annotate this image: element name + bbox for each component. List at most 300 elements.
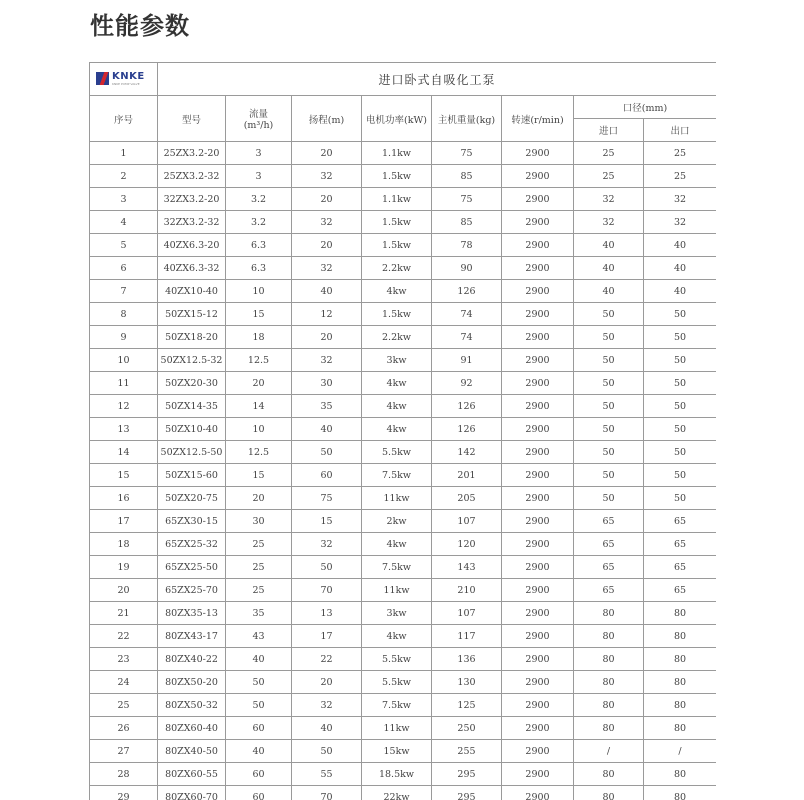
- cell-seq: 11: [90, 372, 158, 395]
- cell-head: 20: [292, 188, 362, 211]
- cell-seq: 26: [90, 717, 158, 740]
- cell-model: 80ZX60-40: [158, 717, 226, 740]
- cell-outlet: 80: [644, 602, 717, 625]
- table-row: [90, 395, 717, 418]
- cell-flow: 6.3: [226, 234, 292, 257]
- cell-speed: 2900: [502, 165, 574, 188]
- cell-speed: 2900: [502, 280, 574, 303]
- cell-flow: 50: [226, 671, 292, 694]
- cell-flow: 25: [226, 556, 292, 579]
- cell-speed: 2900: [502, 441, 574, 464]
- cell-inlet: 80: [574, 694, 644, 717]
- cell-seq: 12: [90, 395, 158, 418]
- cell-flow: 3: [226, 165, 292, 188]
- cell-outlet: 65: [644, 579, 717, 602]
- cell-inlet: 50: [574, 372, 644, 395]
- cell-model: 50ZX14-35: [158, 395, 226, 418]
- cell-flow: 25: [226, 579, 292, 602]
- cell-weight: 107: [432, 602, 502, 625]
- cell-head: 32: [292, 211, 362, 234]
- header-outlet: 出口: [644, 119, 717, 142]
- cell-inlet: 50: [574, 487, 644, 510]
- cell-weight: 142: [432, 441, 502, 464]
- cell-model: 50ZX10-40: [158, 418, 226, 441]
- table-row: [90, 625, 717, 648]
- cell-head: 17: [292, 625, 362, 648]
- cell-power: 18.5kw: [362, 763, 432, 786]
- cell-flow: 60: [226, 763, 292, 786]
- cell-weight: 126: [432, 395, 502, 418]
- cell-weight: 120: [432, 533, 502, 556]
- cell-inlet: 65: [574, 533, 644, 556]
- table-row: [90, 303, 717, 326]
- cell-power: 2kw: [362, 510, 432, 533]
- cell-speed: 2900: [502, 556, 574, 579]
- cell-flow: 50: [226, 694, 292, 717]
- cell-seq: 4: [90, 211, 158, 234]
- table-row: [90, 188, 717, 211]
- cell-speed: 2900: [502, 625, 574, 648]
- cell-flow: 43: [226, 625, 292, 648]
- performance-table: [89, 62, 716, 800]
- cell-head: 40: [292, 280, 362, 303]
- cell-power: 4kw: [362, 372, 432, 395]
- cell-outlet: /: [644, 740, 717, 763]
- cell-inlet: 80: [574, 717, 644, 740]
- table-row: [90, 418, 717, 441]
- cell-speed: 2900: [502, 326, 574, 349]
- cell-flow: 14: [226, 395, 292, 418]
- cell-weight: 85: [432, 211, 502, 234]
- cell-weight: 85: [432, 165, 502, 188]
- cell-head: 15: [292, 510, 362, 533]
- cell-seq: 19: [90, 556, 158, 579]
- cell-speed: 2900: [502, 533, 574, 556]
- page-title: 性能参数: [90, 12, 190, 40]
- cell-outlet: 80: [644, 648, 717, 671]
- cell-model: 80ZX60-55: [158, 763, 226, 786]
- cell-seq: 22: [90, 625, 158, 648]
- cell-seq: 7: [90, 280, 158, 303]
- cell-speed: 2900: [502, 694, 574, 717]
- cell-speed: 2900: [502, 188, 574, 211]
- cell-power: 11kw: [362, 579, 432, 602]
- cell-power: 11kw: [362, 717, 432, 740]
- cell-outlet: 65: [644, 556, 717, 579]
- cell-power: 4kw: [362, 395, 432, 418]
- cell-model: 50ZX20-30: [158, 372, 226, 395]
- cell-outlet: 50: [644, 326, 717, 349]
- cell-flow: 35: [226, 602, 292, 625]
- cell-speed: 2900: [502, 487, 574, 510]
- cell-power: 7.5kw: [362, 694, 432, 717]
- table-row: [90, 280, 717, 303]
- spec-table-image: [89, 62, 716, 800]
- cell-model: 50ZX15-60: [158, 464, 226, 487]
- cell-weight: 107: [432, 510, 502, 533]
- table-row: [90, 142, 717, 165]
- cell-seq: 28: [90, 763, 158, 786]
- cell-model: 80ZX35-13: [158, 602, 226, 625]
- cell-outlet: 50: [644, 349, 717, 372]
- header-inlet: 进口: [574, 119, 644, 142]
- cell-weight: 205: [432, 487, 502, 510]
- cell-flow: 15: [226, 303, 292, 326]
- cell-seq: 23: [90, 648, 158, 671]
- cell-power: 1.5kw: [362, 234, 432, 257]
- cell-weight: 74: [432, 303, 502, 326]
- cell-model: 80ZX60-70: [158, 786, 226, 800]
- cell-seq: 9: [90, 326, 158, 349]
- cell-outlet: 40: [644, 257, 717, 280]
- cell-power: 1.5kw: [362, 303, 432, 326]
- cell-power: 5.5kw: [362, 671, 432, 694]
- cell-power: 11kw: [362, 487, 432, 510]
- cell-head: 75: [292, 487, 362, 510]
- cell-flow: 30: [226, 510, 292, 533]
- cell-power: 2.2kw: [362, 326, 432, 349]
- cell-inlet: /: [574, 740, 644, 763]
- cell-head: 22: [292, 648, 362, 671]
- cell-outlet: 32: [644, 188, 717, 211]
- cell-flow: 60: [226, 786, 292, 800]
- cell-head: 60: [292, 464, 362, 487]
- cell-inlet: 80: [574, 786, 644, 800]
- cell-weight: 78: [432, 234, 502, 257]
- cell-weight: 125: [432, 694, 502, 717]
- cell-model: 65ZX25-70: [158, 579, 226, 602]
- cell-weight: 117: [432, 625, 502, 648]
- cell-weight: 91: [432, 349, 502, 372]
- cell-flow: 18: [226, 326, 292, 349]
- cell-flow: 6.3: [226, 257, 292, 280]
- cell-outlet: 50: [644, 487, 717, 510]
- header-power: 电机功率(kW): [362, 96, 432, 142]
- table-row: [90, 533, 717, 556]
- cell-model: 65ZX25-50: [158, 556, 226, 579]
- cell-outlet: 50: [644, 303, 717, 326]
- cell-weight: 143: [432, 556, 502, 579]
- cell-speed: 2900: [502, 142, 574, 165]
- cell-seq: 14: [90, 441, 158, 464]
- header-flow-label: 流量: [248, 109, 268, 120]
- knke-logo-icon: [96, 72, 109, 85]
- cell-seq: 24: [90, 671, 158, 694]
- cell-weight: 126: [432, 280, 502, 303]
- cell-outlet: 25: [644, 142, 717, 165]
- cell-outlet: 80: [644, 786, 717, 800]
- cell-model: 32ZX3.2-32: [158, 211, 226, 234]
- logo-cell: [90, 63, 158, 96]
- cell-flow: 3.2: [226, 211, 292, 234]
- header-weight: 主机重量(kg): [432, 96, 502, 142]
- cell-model: 40ZX6.3-32: [158, 257, 226, 280]
- table-row: [90, 786, 717, 800]
- cell-seq: 18: [90, 533, 158, 556]
- cell-speed: 2900: [502, 602, 574, 625]
- cell-outlet: 25: [644, 165, 717, 188]
- cell-seq: 27: [90, 740, 158, 763]
- cell-power: 15kw: [362, 740, 432, 763]
- cell-outlet: 80: [644, 763, 717, 786]
- cell-outlet: 40: [644, 280, 717, 303]
- cell-seq: 25: [90, 694, 158, 717]
- cell-seq: 29: [90, 786, 158, 800]
- cell-model: 80ZX50-20: [158, 671, 226, 694]
- cell-head: 50: [292, 556, 362, 579]
- cell-flow: 40: [226, 740, 292, 763]
- cell-flow: 10: [226, 280, 292, 303]
- cell-weight: 295: [432, 786, 502, 800]
- table-row: [90, 671, 717, 694]
- cell-seq: 3: [90, 188, 158, 211]
- cell-speed: 2900: [502, 717, 574, 740]
- table-row: [90, 326, 717, 349]
- cell-head: 50: [292, 441, 362, 464]
- cell-head: 20: [292, 234, 362, 257]
- cell-inlet: 50: [574, 303, 644, 326]
- cell-inlet: 25: [574, 165, 644, 188]
- cell-weight: 75: [432, 188, 502, 211]
- cell-model: 65ZX25-32: [158, 533, 226, 556]
- cell-head: 20: [292, 142, 362, 165]
- cell-speed: 2900: [502, 464, 574, 487]
- cell-outlet: 80: [644, 694, 717, 717]
- cell-weight: 74: [432, 326, 502, 349]
- cell-seq: 5: [90, 234, 158, 257]
- cell-outlet: 50: [644, 464, 717, 487]
- table-row: [90, 602, 717, 625]
- cell-inlet: 80: [574, 625, 644, 648]
- cell-model: 50ZX12.5-32: [158, 349, 226, 372]
- header-seq: 序号: [90, 96, 158, 142]
- cell-speed: 2900: [502, 510, 574, 533]
- cell-speed: 2900: [502, 349, 574, 372]
- cell-inlet: 32: [574, 188, 644, 211]
- cell-seq: 1: [90, 142, 158, 165]
- cell-seq: 8: [90, 303, 158, 326]
- cell-speed: 2900: [502, 211, 574, 234]
- cell-power: 22kw: [362, 786, 432, 800]
- table-row: [90, 579, 717, 602]
- cell-inlet: 40: [574, 280, 644, 303]
- cell-power: 4kw: [362, 625, 432, 648]
- cell-power: 5.5kw: [362, 441, 432, 464]
- cell-model: 32ZX3.2-20: [158, 188, 226, 211]
- cell-weight: 130: [432, 671, 502, 694]
- cell-weight: 92: [432, 372, 502, 395]
- cell-flow: 10: [226, 418, 292, 441]
- table-row: [90, 717, 717, 740]
- cell-speed: 2900: [502, 579, 574, 602]
- cell-outlet: 50: [644, 372, 717, 395]
- cell-inlet: 50: [574, 418, 644, 441]
- cell-flow: 12.5: [226, 441, 292, 464]
- header-flow: [226, 96, 292, 142]
- cell-power: 1.1kw: [362, 142, 432, 165]
- cell-head: 70: [292, 579, 362, 602]
- cell-speed: 2900: [502, 395, 574, 418]
- cell-flow: 12.5: [226, 349, 292, 372]
- cell-head: 50: [292, 740, 362, 763]
- cell-model: 65ZX30-15: [158, 510, 226, 533]
- cell-power: 5.5kw: [362, 648, 432, 671]
- cell-inlet: 65: [574, 556, 644, 579]
- cell-head: 40: [292, 418, 362, 441]
- cell-flow: 3: [226, 142, 292, 165]
- table-row: [90, 464, 717, 487]
- cell-speed: 2900: [502, 671, 574, 694]
- table-row: [90, 441, 717, 464]
- cell-model: 50ZX18-20: [158, 326, 226, 349]
- cell-power: 3kw: [362, 602, 432, 625]
- cell-inlet: 65: [574, 510, 644, 533]
- cell-head: 30: [292, 372, 362, 395]
- cell-speed: 2900: [502, 257, 574, 280]
- cell-seq: 13: [90, 418, 158, 441]
- cell-outlet: 32: [644, 211, 717, 234]
- cell-model: 25ZX3.2-20: [158, 142, 226, 165]
- cell-inlet: 25: [574, 142, 644, 165]
- cell-power: 4kw: [362, 533, 432, 556]
- header-diameter: 口径(mm): [574, 96, 717, 119]
- cell-weight: 255: [432, 740, 502, 763]
- cell-model: 80ZX43-17: [158, 625, 226, 648]
- table-row: [90, 510, 717, 533]
- cell-weight: 90: [432, 257, 502, 280]
- table-row: [90, 257, 717, 280]
- header-flow-unit: (m³/h): [243, 120, 274, 131]
- cell-head: 12: [292, 303, 362, 326]
- cell-outlet: 80: [644, 625, 717, 648]
- cell-head: 32: [292, 349, 362, 372]
- logo-text: KNKE: [112, 70, 145, 82]
- cell-model: 50ZX15-12: [158, 303, 226, 326]
- cell-model: 80ZX50-32: [158, 694, 226, 717]
- table-row: [90, 165, 717, 188]
- cell-power: 1.5kw: [362, 165, 432, 188]
- cell-head: 55: [292, 763, 362, 786]
- cell-head: 20: [292, 671, 362, 694]
- cell-outlet: 50: [644, 441, 717, 464]
- cell-seq: 21: [90, 602, 158, 625]
- cell-outlet: 65: [644, 533, 717, 556]
- cell-outlet: 80: [644, 671, 717, 694]
- cell-power: 4kw: [362, 418, 432, 441]
- cell-inlet: 65: [574, 579, 644, 602]
- cell-weight: 136: [432, 648, 502, 671]
- table-row: [90, 763, 717, 786]
- cell-inlet: 50: [574, 464, 644, 487]
- cell-weight: 75: [432, 142, 502, 165]
- cell-speed: 2900: [502, 418, 574, 441]
- cell-seq: 6: [90, 257, 158, 280]
- table-row: [90, 556, 717, 579]
- cell-seq: 17: [90, 510, 158, 533]
- table-row: [90, 487, 717, 510]
- table-row: [90, 349, 717, 372]
- cell-model: 80ZX40-22: [158, 648, 226, 671]
- logo-subtext: KNKE PUMP VALVE: [112, 81, 140, 86]
- cell-speed: 2900: [502, 648, 574, 671]
- cell-head: 13: [292, 602, 362, 625]
- cell-outlet: 40: [644, 234, 717, 257]
- header-speed: 转速(r/min): [502, 96, 574, 142]
- cell-flow: 20: [226, 372, 292, 395]
- cell-inlet: 80: [574, 602, 644, 625]
- cell-inlet: 50: [574, 441, 644, 464]
- cell-weight: 126: [432, 418, 502, 441]
- cell-speed: 2900: [502, 786, 574, 800]
- header-model: 型号: [158, 96, 226, 142]
- table-title: 进口卧式自吸化工泵: [158, 63, 717, 96]
- cell-flow: 15: [226, 464, 292, 487]
- cell-speed: 2900: [502, 763, 574, 786]
- cell-seq: 16: [90, 487, 158, 510]
- cell-flow: 3.2: [226, 188, 292, 211]
- cell-flow: 20: [226, 487, 292, 510]
- table-row: [90, 694, 717, 717]
- cell-inlet: 50: [574, 349, 644, 372]
- cell-inlet: 80: [574, 648, 644, 671]
- cell-weight: 295: [432, 763, 502, 786]
- cell-head: 35: [292, 395, 362, 418]
- header-head: 扬程(m): [292, 96, 362, 142]
- cell-weight: 201: [432, 464, 502, 487]
- cell-speed: 2900: [502, 303, 574, 326]
- cell-outlet: 50: [644, 395, 717, 418]
- cell-inlet: 80: [574, 671, 644, 694]
- table-row: [90, 234, 717, 257]
- cell-head: 32: [292, 257, 362, 280]
- cell-power: 7.5kw: [362, 556, 432, 579]
- cell-model: 40ZX6.3-20: [158, 234, 226, 257]
- cell-inlet: 40: [574, 257, 644, 280]
- cell-model: 80ZX40-50: [158, 740, 226, 763]
- cell-power: 2.2kw: [362, 257, 432, 280]
- cell-speed: 2900: [502, 372, 574, 395]
- cell-head: 20: [292, 326, 362, 349]
- cell-power: 3kw: [362, 349, 432, 372]
- table-row: [90, 648, 717, 671]
- table-row: [90, 740, 717, 763]
- cell-head: 32: [292, 533, 362, 556]
- cell-model: 50ZX20-75: [158, 487, 226, 510]
- cell-seq: 20: [90, 579, 158, 602]
- table-row: [90, 211, 717, 234]
- cell-power: 1.5kw: [362, 211, 432, 234]
- cell-power: 7.5kw: [362, 464, 432, 487]
- cell-outlet: 65: [644, 510, 717, 533]
- cell-inlet: 32: [574, 211, 644, 234]
- cell-seq: 2: [90, 165, 158, 188]
- knke-logo: [96, 71, 145, 86]
- cell-outlet: 50: [644, 418, 717, 441]
- cell-model: 40ZX10-40: [158, 280, 226, 303]
- cell-inlet: 50: [574, 395, 644, 418]
- cell-head: 32: [292, 165, 362, 188]
- cell-inlet: 80: [574, 763, 644, 786]
- cell-flow: 60: [226, 717, 292, 740]
- table-row: [90, 372, 717, 395]
- cell-model: 25ZX3.2-32: [158, 165, 226, 188]
- cell-inlet: 40: [574, 234, 644, 257]
- cell-power: 1.1kw: [362, 188, 432, 211]
- cell-inlet: 50: [574, 326, 644, 349]
- cell-model: 50ZX12.5-50: [158, 441, 226, 464]
- cell-speed: 2900: [502, 740, 574, 763]
- cell-flow: 25: [226, 533, 292, 556]
